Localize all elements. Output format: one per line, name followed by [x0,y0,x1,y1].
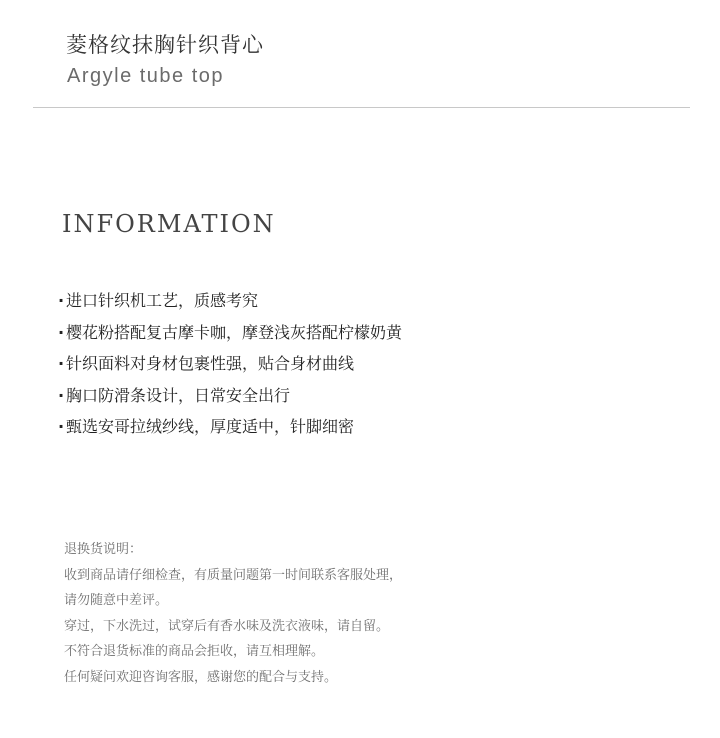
feature-item [58,351,402,383]
bullet-icon: · [58,322,65,342]
return-policy-heading: 退换货说明： [64,542,143,557]
bullet-icon: · [58,385,65,405]
return-policy-line: 请勿随意中差评。 [64,593,169,608]
feature-item [58,414,402,446]
product-title-en: Argyle tube top [67,65,225,87]
feature-item [58,383,402,415]
product-title-cn: 菱格纹抹胸针织背心 [66,33,264,57]
return-policy-line: 穿过，下水洗过，试穿后有香水味及洗衣液味，请自留。 [64,618,390,634]
feature-text: 樱花粉搭配复古摩卡咖，摩登浅灰搭配柠檬奶黄 [66,322,403,342]
bullet-icon: · [58,291,65,310]
feature-text: 胸口防滑条设计，日常安全出行 [66,385,291,405]
feature-text: 针织面料对身材包裹性强，贴合身材曲线 [66,354,355,373]
feature-text: 甄选安哥拉绒纱线，厚度适中，针脚细密 [66,417,355,436]
return-policy-line: 任何疑问欢迎咨询客服，感谢您的配合与支持。 [64,669,338,685]
feature-item [58,320,402,352]
return-policy-line: 不符合退货标准的商品会拒收，请互相理解。 [64,644,325,659]
bullet-icon: · [58,417,65,436]
return-policy-line: 收到商品请仔细检查，有质量问题第一时间联系客服处理， [64,567,403,583]
information-heading: INFORMATION [62,210,276,238]
bullet-icon: · [58,354,65,373]
feature-item [58,288,402,320]
feature-text: 进口针织机工艺，质感考究 [66,291,259,310]
feature-list [58,288,402,446]
header-divider [33,107,690,108]
return-policy [64,540,402,693]
